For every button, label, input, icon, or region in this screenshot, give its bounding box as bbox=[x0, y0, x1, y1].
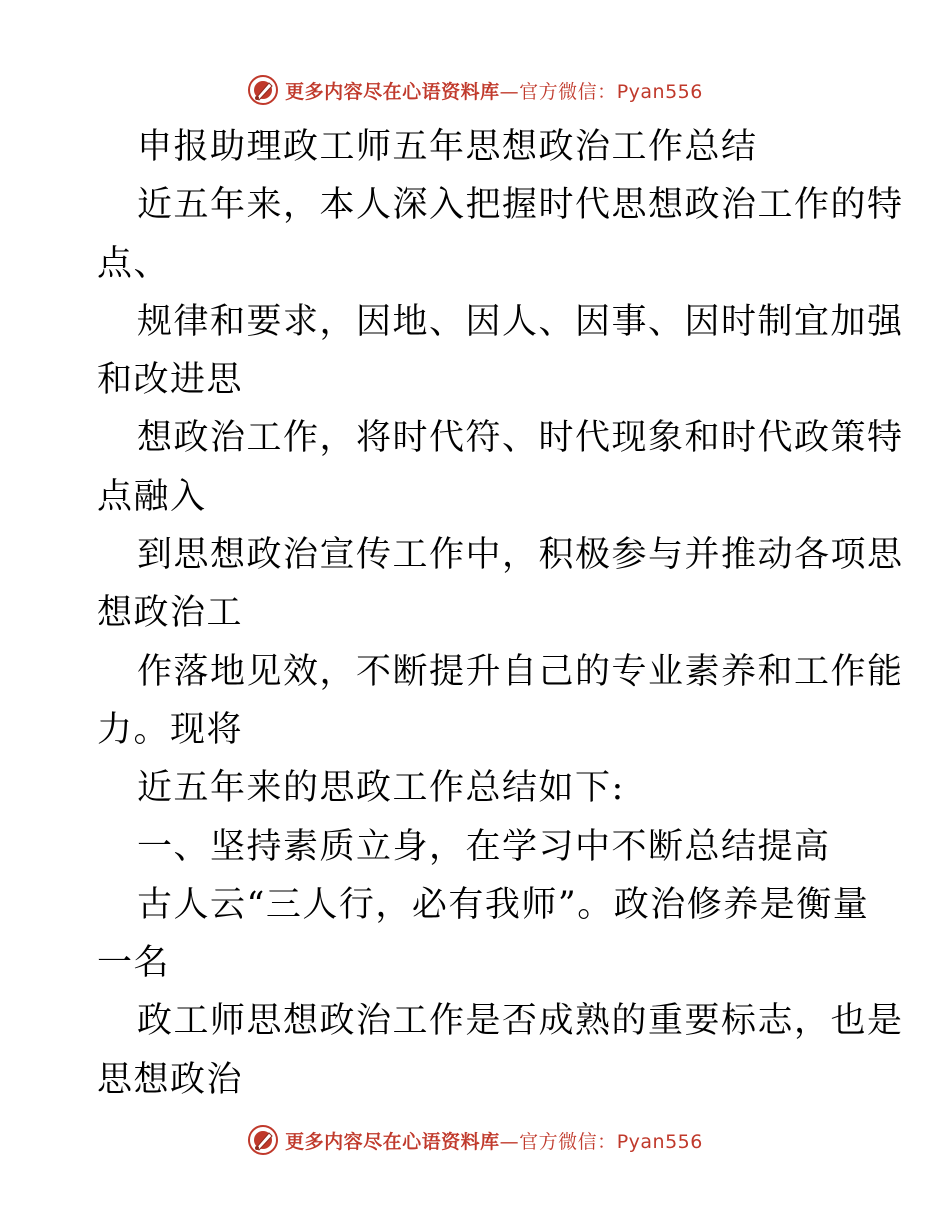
watermark-dash: — bbox=[499, 1130, 520, 1153]
text-line: 想政治工作，将时代符、时代现象和时代政策特 bbox=[137, 418, 904, 459]
watermark-site-text: 更多内容尽在心语资料库 bbox=[285, 80, 500, 103]
text-line: 一名 bbox=[97, 943, 171, 984]
watermark-text bbox=[285, 1127, 703, 1154]
watermark-text bbox=[285, 77, 703, 104]
text-line: 思想政治 bbox=[97, 1059, 244, 1100]
text-line: 一、坚持素质立身，在学习中不断总结提高 bbox=[137, 826, 831, 867]
watermark-dash: — bbox=[499, 80, 520, 103]
watermark-wechat-label: 官方微信： bbox=[519, 80, 617, 103]
text-line: 和改进思 bbox=[97, 360, 244, 401]
text-line: 作落地见效，不断提升自己的专业素养和工作能 bbox=[137, 651, 904, 692]
text-line: 到思想政治宣传工作中，积极参与并推动各项思 bbox=[137, 535, 904, 576]
text-line: 古人云“三人行，必有我师”。政治修养是衡量 bbox=[137, 884, 870, 925]
watermark-site-text: 更多内容尽在心语资料库 bbox=[285, 1130, 500, 1153]
quill-pen-logo-icon bbox=[247, 74, 279, 106]
text-line: 近五年来，本人深入把握时代思想政治工作的特 bbox=[137, 185, 904, 226]
document-body bbox=[97, 118, 904, 1109]
text-line: 政工师思想政治工作是否成熟的重要标志，也是 bbox=[137, 1001, 904, 1042]
watermark-wechat-label: 官方微信： bbox=[519, 1130, 617, 1153]
footer-watermark bbox=[0, 1120, 950, 1160]
text-line: 想政治工 bbox=[97, 593, 244, 634]
quill-pen-logo-icon bbox=[247, 1124, 279, 1156]
watermark-wechat-id: Pyan556 bbox=[616, 1130, 703, 1153]
text-line: 力。现将 bbox=[97, 709, 244, 750]
text-line: 点融入 bbox=[97, 476, 207, 517]
header-watermark bbox=[0, 70, 950, 110]
watermark-wechat-id: Pyan556 bbox=[616, 80, 703, 103]
document-title: 申报助理政工师五年思想政治工作总结 bbox=[137, 127, 758, 167]
text-line: 近五年来的思政工作总结如下: bbox=[137, 768, 625, 809]
text-line: 规律和要求，因地、因人、因事、因时制宜加强 bbox=[137, 301, 904, 342]
text-line: 点、 bbox=[97, 243, 171, 284]
